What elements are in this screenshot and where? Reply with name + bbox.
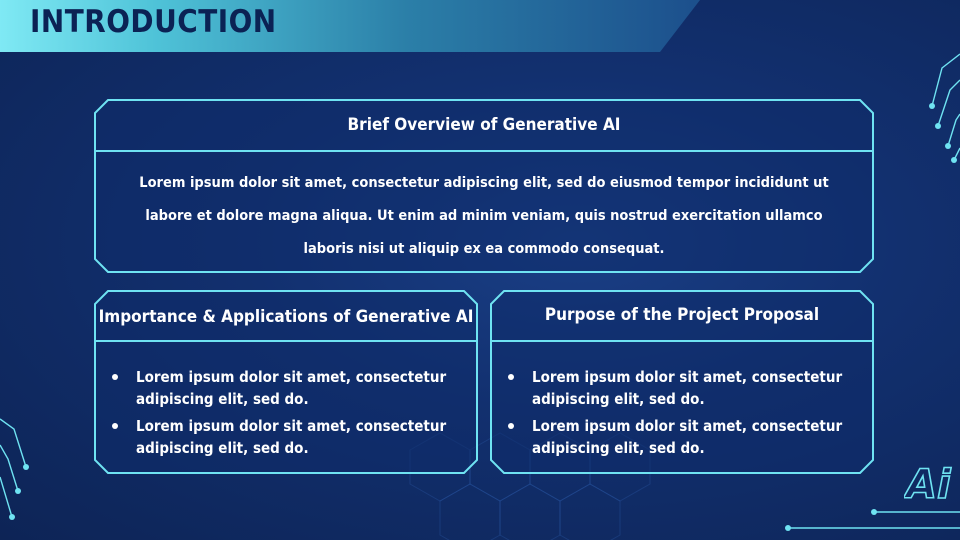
ai-logo-icon	[904, 458, 960, 510]
list-item	[506, 415, 864, 459]
circuit-lines-bottom-left-icon	[0, 415, 40, 525]
overview-body: Lorem ipsum dolor sit amet, consectetur adipiscing elit, sed do eiusmod tempor incididunt ut labore et dolore magna aliqua. Ut enim ad minim veniam, quis nostrud exercitation ullamco laboris nisi ut aliquip ex ea commodo consequat.	[139, 175, 829, 257]
overview-panel	[94, 99, 874, 273]
list-item	[110, 415, 468, 459]
bullet-dot-icon	[112, 423, 118, 429]
circuit-lines-top-right-icon	[920, 50, 960, 170]
importance-bullet-list	[110, 366, 468, 464]
list-item	[110, 366, 468, 410]
purpose-heading: Purpose of the Project Proposal	[544, 305, 820, 325]
slide-title: INTRODUCTION	[30, 4, 277, 40]
bullet-text: Lorem ipsum dolor sit amet, consectetur adipiscing elit, sed do.	[136, 417, 447, 457]
purpose-panel	[490, 290, 874, 474]
purpose-bullet-list	[506, 366, 864, 464]
bullet-text: Lorem ipsum dolor sit amet, consectetur adipiscing elit, sed do.	[136, 368, 447, 408]
bullet-text: Lorem ipsum dolor sit amet, consectetur adipiscing elit, sed do.	[532, 417, 843, 457]
importance-panel	[94, 290, 478, 474]
bullet-dot-icon	[508, 423, 514, 429]
ai-logo-text: Ai	[906, 462, 951, 508]
bullet-text: Lorem ipsum dolor sit amet, consectetur adipiscing elit, sed do.	[532, 368, 843, 408]
bullet-dot-icon	[508, 374, 514, 380]
importance-heading: Importance & Applications of Generative AI	[98, 307, 474, 327]
bullet-dot-icon	[112, 374, 118, 380]
list-item	[506, 366, 864, 410]
overview-heading: Brief Overview of Generative AI	[347, 115, 621, 135]
